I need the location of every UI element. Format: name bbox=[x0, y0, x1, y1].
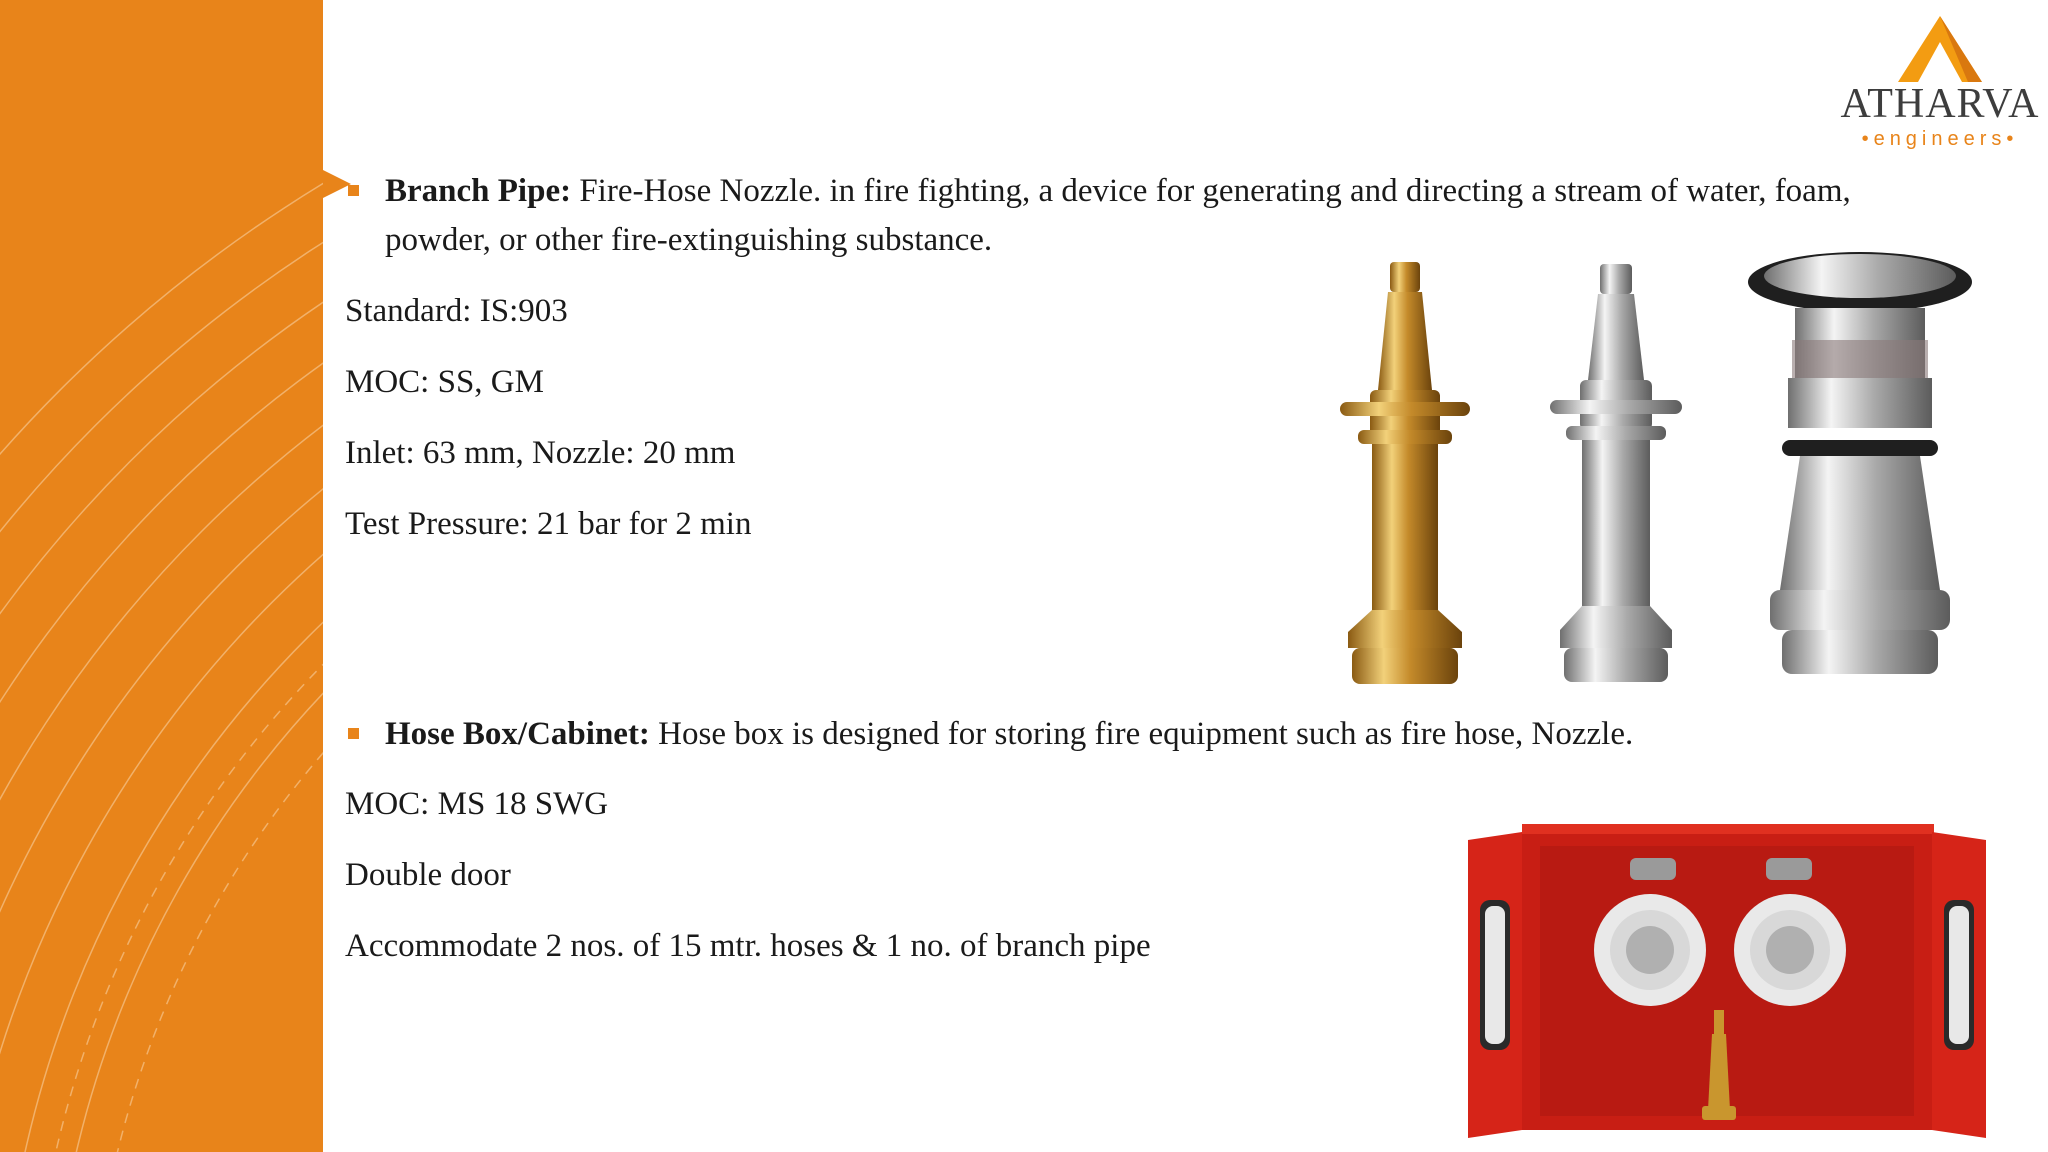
slide-pointer bbox=[323, 170, 351, 198]
logo-tagline: •engineers• bbox=[1861, 128, 2019, 150]
hose-box-bullet bbox=[348, 710, 1908, 760]
branch-pipe-spec-pressure: Test Pressure: 21 bar for 2 min bbox=[345, 506, 752, 542]
side-panel bbox=[0, 0, 323, 1152]
logo-triangle-icon bbox=[1890, 14, 1990, 84]
branch-pipe-description-line2: powder, or other fire-extinguishing substance. bbox=[385, 222, 993, 258]
hose-box-heading: Hose Box/Cabinet: bbox=[385, 716, 650, 752]
bullet-marker bbox=[348, 728, 359, 739]
chrome-nozzle bbox=[1550, 264, 1682, 682]
branch-pipe-description-line1: Fire-Hose Nozzle. in fire fighting, a device for generating and directing a stream of water, foam, bbox=[579, 173, 1851, 209]
brass-nozzle bbox=[1340, 262, 1470, 684]
company-logo bbox=[1840, 14, 2040, 154]
bullet-marker bbox=[348, 185, 359, 196]
branch-pipe-spec-standard: Standard: IS:903 bbox=[345, 293, 568, 329]
hose-box-spec-capacity: Accommodate 2 nos. of 15 mtr. hoses & 1 no. of branch pipe bbox=[345, 928, 1151, 964]
hose-box-description: Hose box is designed for storing fire equipment such as fire hose, Nozzle. bbox=[658, 716, 1634, 752]
branch-pipe-nozzles-image bbox=[1300, 250, 2000, 690]
hose-box-spec-door: Double door bbox=[345, 857, 511, 893]
branch-pipe-heading: Branch Pipe: bbox=[385, 173, 572, 209]
logo-name: ATHARVA bbox=[1840, 81, 2040, 127]
branch-pipe-spec-inlet: Inlet: 63 mm, Nozzle: 20 mm bbox=[345, 435, 736, 471]
branch-pipe-spec-moc: MOC: SS, GM bbox=[345, 364, 544, 400]
hose-box-text bbox=[385, 710, 1633, 759]
decorative-arcs bbox=[0, 0, 323, 1152]
hose-box-spec-moc: MOC: MS 18 SWG bbox=[345, 786, 609, 822]
fog-nozzle bbox=[1748, 252, 1972, 674]
hose-cabinet-image bbox=[1460, 810, 1990, 1140]
